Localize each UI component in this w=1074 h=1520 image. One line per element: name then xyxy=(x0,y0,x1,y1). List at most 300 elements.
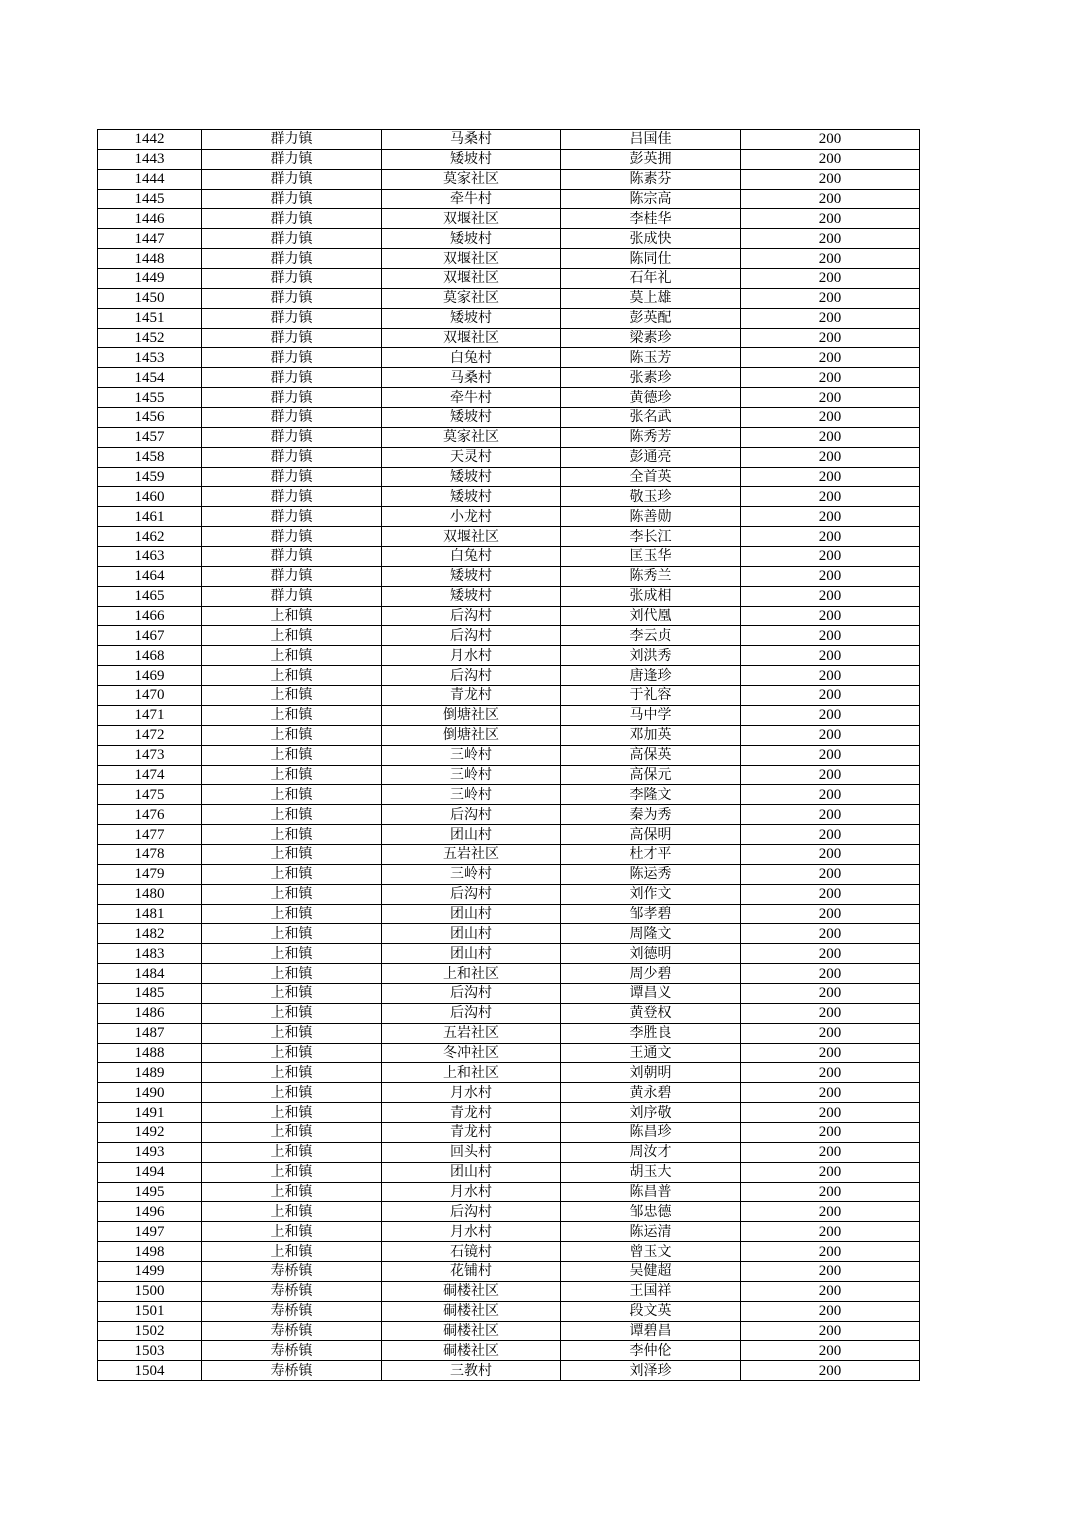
amount-cell: 200 xyxy=(741,765,920,785)
row-number-cell: 1482 xyxy=(98,924,202,944)
name-cell: 吴健超 xyxy=(561,1261,741,1281)
row-number-cell: 1497 xyxy=(98,1222,202,1242)
village-cell: 双堰社区 xyxy=(382,527,561,547)
amount-cell: 200 xyxy=(741,745,920,765)
name-cell: 石年礼 xyxy=(561,269,741,289)
town-cell: 上和镇 xyxy=(202,765,382,785)
row-number-cell: 1499 xyxy=(98,1261,202,1281)
row-number-cell: 1461 xyxy=(98,507,202,527)
row-number-cell: 1495 xyxy=(98,1182,202,1202)
row-number-cell: 1501 xyxy=(98,1301,202,1321)
town-cell: 上和镇 xyxy=(202,646,382,666)
amount-cell: 200 xyxy=(741,269,920,289)
table-row xyxy=(98,169,920,189)
amount-cell: 200 xyxy=(741,586,920,606)
row-number-cell: 1492 xyxy=(98,1122,202,1142)
row-number-cell: 1496 xyxy=(98,1202,202,1222)
name-cell: 段文英 xyxy=(561,1301,741,1321)
town-cell: 群力镇 xyxy=(202,368,382,388)
table-row xyxy=(98,1142,920,1162)
village-cell: 牵牛村 xyxy=(382,189,561,209)
amount-cell: 200 xyxy=(741,1083,920,1103)
table-row xyxy=(98,765,920,785)
table-row xyxy=(98,1202,920,1222)
table-row xyxy=(98,1301,920,1321)
name-cell: 马中学 xyxy=(561,705,741,725)
row-number-cell: 1489 xyxy=(98,1063,202,1083)
town-cell: 上和镇 xyxy=(202,1182,382,1202)
amount-cell: 200 xyxy=(741,169,920,189)
town-cell: 群力镇 xyxy=(202,388,382,408)
table-row xyxy=(98,666,920,686)
village-cell: 矮坡村 xyxy=(382,408,561,428)
table-row xyxy=(98,606,920,626)
amount-cell: 200 xyxy=(741,1361,920,1381)
row-number-cell: 1447 xyxy=(98,229,202,249)
village-cell: 回头村 xyxy=(382,1142,561,1162)
table-row xyxy=(98,348,920,368)
amount-cell: 200 xyxy=(741,884,920,904)
table-row xyxy=(98,1222,920,1242)
row-number-cell: 1449 xyxy=(98,269,202,289)
row-number-cell: 1480 xyxy=(98,884,202,904)
table-row xyxy=(98,646,920,666)
amount-cell: 200 xyxy=(741,388,920,408)
amount-cell: 200 xyxy=(741,1261,920,1281)
name-cell: 周少碧 xyxy=(561,964,741,984)
name-cell: 陈运清 xyxy=(561,1222,741,1242)
village-cell: 月水村 xyxy=(382,1182,561,1202)
town-cell: 上和镇 xyxy=(202,964,382,984)
village-cell: 三岭村 xyxy=(382,864,561,884)
town-cell: 群力镇 xyxy=(202,189,382,209)
table-row xyxy=(98,884,920,904)
town-cell: 群力镇 xyxy=(202,130,382,150)
row-number-cell: 1463 xyxy=(98,547,202,567)
village-cell: 后沟村 xyxy=(382,983,561,1003)
town-cell: 上和镇 xyxy=(202,904,382,924)
name-cell: 刘德明 xyxy=(561,944,741,964)
name-cell: 曾玉文 xyxy=(561,1242,741,1262)
village-cell: 五岩社区 xyxy=(382,1023,561,1043)
village-cell: 五岩社区 xyxy=(382,844,561,864)
table-row xyxy=(98,745,920,765)
name-cell: 梁素珍 xyxy=(561,328,741,348)
town-cell: 上和镇 xyxy=(202,725,382,745)
town-cell: 上和镇 xyxy=(202,666,382,686)
table-row xyxy=(98,328,920,348)
name-cell: 周隆文 xyxy=(561,924,741,944)
row-number-cell: 1486 xyxy=(98,1003,202,1023)
village-cell: 双堰社区 xyxy=(382,269,561,289)
table-row xyxy=(98,586,920,606)
town-cell: 群力镇 xyxy=(202,527,382,547)
amount-cell: 200 xyxy=(741,209,920,229)
amount-cell: 200 xyxy=(741,308,920,328)
amount-cell: 200 xyxy=(741,507,920,527)
town-cell: 上和镇 xyxy=(202,1202,382,1222)
name-cell: 刘洪秀 xyxy=(561,646,741,666)
name-cell: 陈素芬 xyxy=(561,169,741,189)
row-number-cell: 1462 xyxy=(98,527,202,547)
amount-cell: 200 xyxy=(741,686,920,706)
table-row xyxy=(98,566,920,586)
name-cell: 刘朝明 xyxy=(561,1063,741,1083)
village-cell: 双堰社区 xyxy=(382,209,561,229)
amount-cell: 200 xyxy=(741,1321,920,1341)
amount-cell: 200 xyxy=(741,785,920,805)
row-number-cell: 1465 xyxy=(98,586,202,606)
row-number-cell: 1484 xyxy=(98,964,202,984)
row-number-cell: 1468 xyxy=(98,646,202,666)
name-cell: 王国祥 xyxy=(561,1281,741,1301)
amount-cell: 200 xyxy=(741,368,920,388)
row-number-cell: 1456 xyxy=(98,408,202,428)
amount-cell: 200 xyxy=(741,1242,920,1262)
name-cell: 李胜良 xyxy=(561,1023,741,1043)
row-number-cell: 1471 xyxy=(98,705,202,725)
village-cell: 后沟村 xyxy=(382,1202,561,1222)
row-number-cell: 1483 xyxy=(98,944,202,964)
amount-cell: 200 xyxy=(741,408,920,428)
amount-cell: 200 xyxy=(741,646,920,666)
name-cell: 刘作文 xyxy=(561,884,741,904)
town-cell: 群力镇 xyxy=(202,467,382,487)
row-number-cell: 1490 xyxy=(98,1083,202,1103)
table-row xyxy=(98,725,920,745)
town-cell: 上和镇 xyxy=(202,844,382,864)
name-cell: 全首英 xyxy=(561,467,741,487)
village-cell: 倒塘社区 xyxy=(382,705,561,725)
village-cell: 月水村 xyxy=(382,1083,561,1103)
town-cell: 群力镇 xyxy=(202,348,382,368)
village-cell: 后沟村 xyxy=(382,606,561,626)
town-cell: 上和镇 xyxy=(202,1003,382,1023)
town-cell: 群力镇 xyxy=(202,249,382,269)
village-cell: 矮坡村 xyxy=(382,308,561,328)
name-cell: 彭英配 xyxy=(561,308,741,328)
town-cell: 寿桥镇 xyxy=(202,1261,382,1281)
name-cell: 邹孝碧 xyxy=(561,904,741,924)
amount-cell: 200 xyxy=(741,983,920,1003)
village-cell: 后沟村 xyxy=(382,805,561,825)
table-row xyxy=(98,1162,920,1182)
amount-cell: 200 xyxy=(741,1162,920,1182)
row-number-cell: 1474 xyxy=(98,765,202,785)
row-number-cell: 1457 xyxy=(98,427,202,447)
table-row xyxy=(98,189,920,209)
town-cell: 上和镇 xyxy=(202,1242,382,1262)
village-cell: 冬冲社区 xyxy=(382,1043,561,1063)
village-cell: 三岭村 xyxy=(382,785,561,805)
village-cell: 矮坡村 xyxy=(382,566,561,586)
amount-cell: 200 xyxy=(741,487,920,507)
table-row xyxy=(98,825,920,845)
amount-cell: 200 xyxy=(741,427,920,447)
village-cell: 双堰社区 xyxy=(382,328,561,348)
name-cell: 李长江 xyxy=(561,527,741,547)
town-cell: 群力镇 xyxy=(202,169,382,189)
name-cell: 谭碧昌 xyxy=(561,1321,741,1341)
row-number-cell: 1452 xyxy=(98,328,202,348)
table-row xyxy=(98,844,920,864)
name-cell: 彭英拥 xyxy=(561,149,741,169)
row-number-cell: 1476 xyxy=(98,805,202,825)
town-cell: 上和镇 xyxy=(202,785,382,805)
village-cell: 三岭村 xyxy=(382,745,561,765)
name-cell: 胡玉大 xyxy=(561,1162,741,1182)
name-cell: 于礼容 xyxy=(561,686,741,706)
town-cell: 群力镇 xyxy=(202,586,382,606)
table-row xyxy=(98,269,920,289)
town-cell: 上和镇 xyxy=(202,1063,382,1083)
name-cell: 李隆文 xyxy=(561,785,741,805)
amount-cell: 200 xyxy=(741,348,920,368)
town-cell: 上和镇 xyxy=(202,1142,382,1162)
town-cell: 寿桥镇 xyxy=(202,1361,382,1381)
village-cell: 双堰社区 xyxy=(382,249,561,269)
row-number-cell: 1450 xyxy=(98,288,202,308)
village-cell: 团山村 xyxy=(382,904,561,924)
row-number-cell: 1454 xyxy=(98,368,202,388)
amount-cell: 200 xyxy=(741,149,920,169)
name-cell: 秦为秀 xyxy=(561,805,741,825)
town-cell: 上和镇 xyxy=(202,825,382,845)
amount-cell: 200 xyxy=(741,328,920,348)
row-number-cell: 1502 xyxy=(98,1321,202,1341)
village-cell: 石镜村 xyxy=(382,1242,561,1262)
name-cell: 高保英 xyxy=(561,745,741,765)
village-cell: 团山村 xyxy=(382,1162,561,1182)
name-cell: 刘代凰 xyxy=(561,606,741,626)
name-cell: 王通文 xyxy=(561,1043,741,1063)
table-row xyxy=(98,1242,920,1262)
name-cell: 敬玉珍 xyxy=(561,487,741,507)
town-cell: 上和镇 xyxy=(202,705,382,725)
data-table xyxy=(97,129,920,1381)
table-row xyxy=(98,447,920,467)
town-cell: 群力镇 xyxy=(202,547,382,567)
row-number-cell: 1458 xyxy=(98,447,202,467)
town-cell: 群力镇 xyxy=(202,408,382,428)
village-cell: 团山村 xyxy=(382,944,561,964)
town-cell: 上和镇 xyxy=(202,924,382,944)
town-cell: 群力镇 xyxy=(202,427,382,447)
town-cell: 群力镇 xyxy=(202,487,382,507)
row-number-cell: 1481 xyxy=(98,904,202,924)
name-cell: 张成相 xyxy=(561,586,741,606)
amount-cell: 200 xyxy=(741,288,920,308)
table-row xyxy=(98,507,920,527)
amount-cell: 200 xyxy=(741,626,920,646)
row-number-cell: 1473 xyxy=(98,745,202,765)
name-cell: 陈宗高 xyxy=(561,189,741,209)
name-cell: 高保明 xyxy=(561,825,741,845)
amount-cell: 200 xyxy=(741,447,920,467)
amount-cell: 200 xyxy=(741,1222,920,1242)
town-cell: 上和镇 xyxy=(202,1023,382,1043)
amount-cell: 200 xyxy=(741,1103,920,1123)
row-number-cell: 1459 xyxy=(98,467,202,487)
town-cell: 上和镇 xyxy=(202,1222,382,1242)
town-cell: 上和镇 xyxy=(202,745,382,765)
village-cell: 青龙村 xyxy=(382,686,561,706)
row-number-cell: 1442 xyxy=(98,130,202,150)
name-cell: 张素珍 xyxy=(561,368,741,388)
table-row xyxy=(98,427,920,447)
town-cell: 寿桥镇 xyxy=(202,1341,382,1361)
name-cell: 莫上雄 xyxy=(561,288,741,308)
amount-cell: 200 xyxy=(741,1281,920,1301)
village-cell: 硐楼社区 xyxy=(382,1321,561,1341)
amount-cell: 200 xyxy=(741,864,920,884)
table-row xyxy=(98,705,920,725)
village-cell: 马桑村 xyxy=(382,368,561,388)
name-cell: 邹忠德 xyxy=(561,1202,741,1222)
row-number-cell: 1475 xyxy=(98,785,202,805)
table-row xyxy=(98,487,920,507)
amount-cell: 200 xyxy=(741,805,920,825)
village-cell: 白兔村 xyxy=(382,547,561,567)
row-number-cell: 1494 xyxy=(98,1162,202,1182)
village-cell: 矮坡村 xyxy=(382,487,561,507)
village-cell: 团山村 xyxy=(382,924,561,944)
town-cell: 群力镇 xyxy=(202,288,382,308)
amount-cell: 200 xyxy=(741,666,920,686)
amount-cell: 200 xyxy=(741,527,920,547)
name-cell: 唐逢珍 xyxy=(561,666,741,686)
amount-cell: 200 xyxy=(741,1142,920,1162)
amount-cell: 200 xyxy=(741,189,920,209)
amount-cell: 200 xyxy=(741,1003,920,1023)
town-cell: 上和镇 xyxy=(202,606,382,626)
name-cell: 高保元 xyxy=(561,765,741,785)
town-cell: 寿桥镇 xyxy=(202,1281,382,1301)
village-cell: 马桑村 xyxy=(382,130,561,150)
table-row xyxy=(98,1103,920,1123)
name-cell: 张名武 xyxy=(561,408,741,428)
amount-cell: 200 xyxy=(741,964,920,984)
row-number-cell: 1485 xyxy=(98,983,202,1003)
row-number-cell: 1498 xyxy=(98,1242,202,1262)
name-cell: 陈善勋 xyxy=(561,507,741,527)
village-cell: 牵牛村 xyxy=(382,388,561,408)
row-number-cell: 1444 xyxy=(98,169,202,189)
village-cell: 白兔村 xyxy=(382,348,561,368)
table-row xyxy=(98,467,920,487)
village-cell: 后沟村 xyxy=(382,1003,561,1023)
name-cell: 陈昌珍 xyxy=(561,1122,741,1142)
name-cell: 李云贞 xyxy=(561,626,741,646)
town-cell: 上和镇 xyxy=(202,626,382,646)
village-cell: 青龙村 xyxy=(382,1103,561,1123)
row-number-cell: 1469 xyxy=(98,666,202,686)
row-number-cell: 1470 xyxy=(98,686,202,706)
row-number-cell: 1477 xyxy=(98,825,202,845)
town-cell: 群力镇 xyxy=(202,229,382,249)
row-number-cell: 1491 xyxy=(98,1103,202,1123)
town-cell: 上和镇 xyxy=(202,884,382,904)
table-row xyxy=(98,1122,920,1142)
amount-cell: 200 xyxy=(741,1202,920,1222)
table-row xyxy=(98,149,920,169)
village-cell: 天灵村 xyxy=(382,447,561,467)
table-row xyxy=(98,1261,920,1281)
name-cell: 陈秀兰 xyxy=(561,566,741,586)
table-row xyxy=(98,368,920,388)
table-row xyxy=(98,1182,920,1202)
amount-cell: 200 xyxy=(741,130,920,150)
row-number-cell: 1479 xyxy=(98,864,202,884)
name-cell: 黄永碧 xyxy=(561,1083,741,1103)
name-cell: 黄登权 xyxy=(561,1003,741,1023)
village-cell: 倒塘社区 xyxy=(382,725,561,745)
village-cell: 硐楼社区 xyxy=(382,1281,561,1301)
row-number-cell: 1460 xyxy=(98,487,202,507)
town-cell: 群力镇 xyxy=(202,507,382,527)
village-cell: 硐楼社区 xyxy=(382,1341,561,1361)
amount-cell: 200 xyxy=(741,1301,920,1321)
village-cell: 上和社区 xyxy=(382,964,561,984)
table-row xyxy=(98,1341,920,1361)
table-row xyxy=(98,547,920,567)
row-number-cell: 1487 xyxy=(98,1023,202,1043)
amount-cell: 200 xyxy=(741,606,920,626)
town-cell: 群力镇 xyxy=(202,269,382,289)
amount-cell: 200 xyxy=(741,725,920,745)
town-cell: 群力镇 xyxy=(202,447,382,467)
amount-cell: 200 xyxy=(741,924,920,944)
row-number-cell: 1503 xyxy=(98,1341,202,1361)
table-row xyxy=(98,864,920,884)
table-row xyxy=(98,1281,920,1301)
table-body xyxy=(98,130,920,1381)
table-row xyxy=(98,1043,920,1063)
town-cell: 上和镇 xyxy=(202,1162,382,1182)
village-cell: 上和社区 xyxy=(382,1063,561,1083)
town-cell: 上和镇 xyxy=(202,983,382,1003)
table-row xyxy=(98,408,920,428)
table-row xyxy=(98,249,920,269)
name-cell: 李桂华 xyxy=(561,209,741,229)
name-cell: 陈玉芳 xyxy=(561,348,741,368)
town-cell: 群力镇 xyxy=(202,566,382,586)
table-row xyxy=(98,1361,920,1381)
name-cell: 黄德珍 xyxy=(561,388,741,408)
name-cell: 吕国佳 xyxy=(561,130,741,150)
amount-cell: 200 xyxy=(741,1043,920,1063)
town-cell: 上和镇 xyxy=(202,1043,382,1063)
name-cell: 陈昌普 xyxy=(561,1182,741,1202)
row-number-cell: 1500 xyxy=(98,1281,202,1301)
name-cell: 刘泽珍 xyxy=(561,1361,741,1381)
table-row xyxy=(98,288,920,308)
village-cell: 硐楼社区 xyxy=(382,1301,561,1321)
amount-cell: 200 xyxy=(741,249,920,269)
name-cell: 邓加英 xyxy=(561,725,741,745)
amount-cell: 200 xyxy=(741,1023,920,1043)
table-row xyxy=(98,308,920,328)
town-cell: 寿桥镇 xyxy=(202,1301,382,1321)
name-cell: 刘序敬 xyxy=(561,1103,741,1123)
table-row xyxy=(98,527,920,547)
name-cell: 陈同仕 xyxy=(561,249,741,269)
village-cell: 矮坡村 xyxy=(382,229,561,249)
village-cell: 后沟村 xyxy=(382,666,561,686)
table-row xyxy=(98,904,920,924)
row-number-cell: 1467 xyxy=(98,626,202,646)
village-cell: 三岭村 xyxy=(382,765,561,785)
